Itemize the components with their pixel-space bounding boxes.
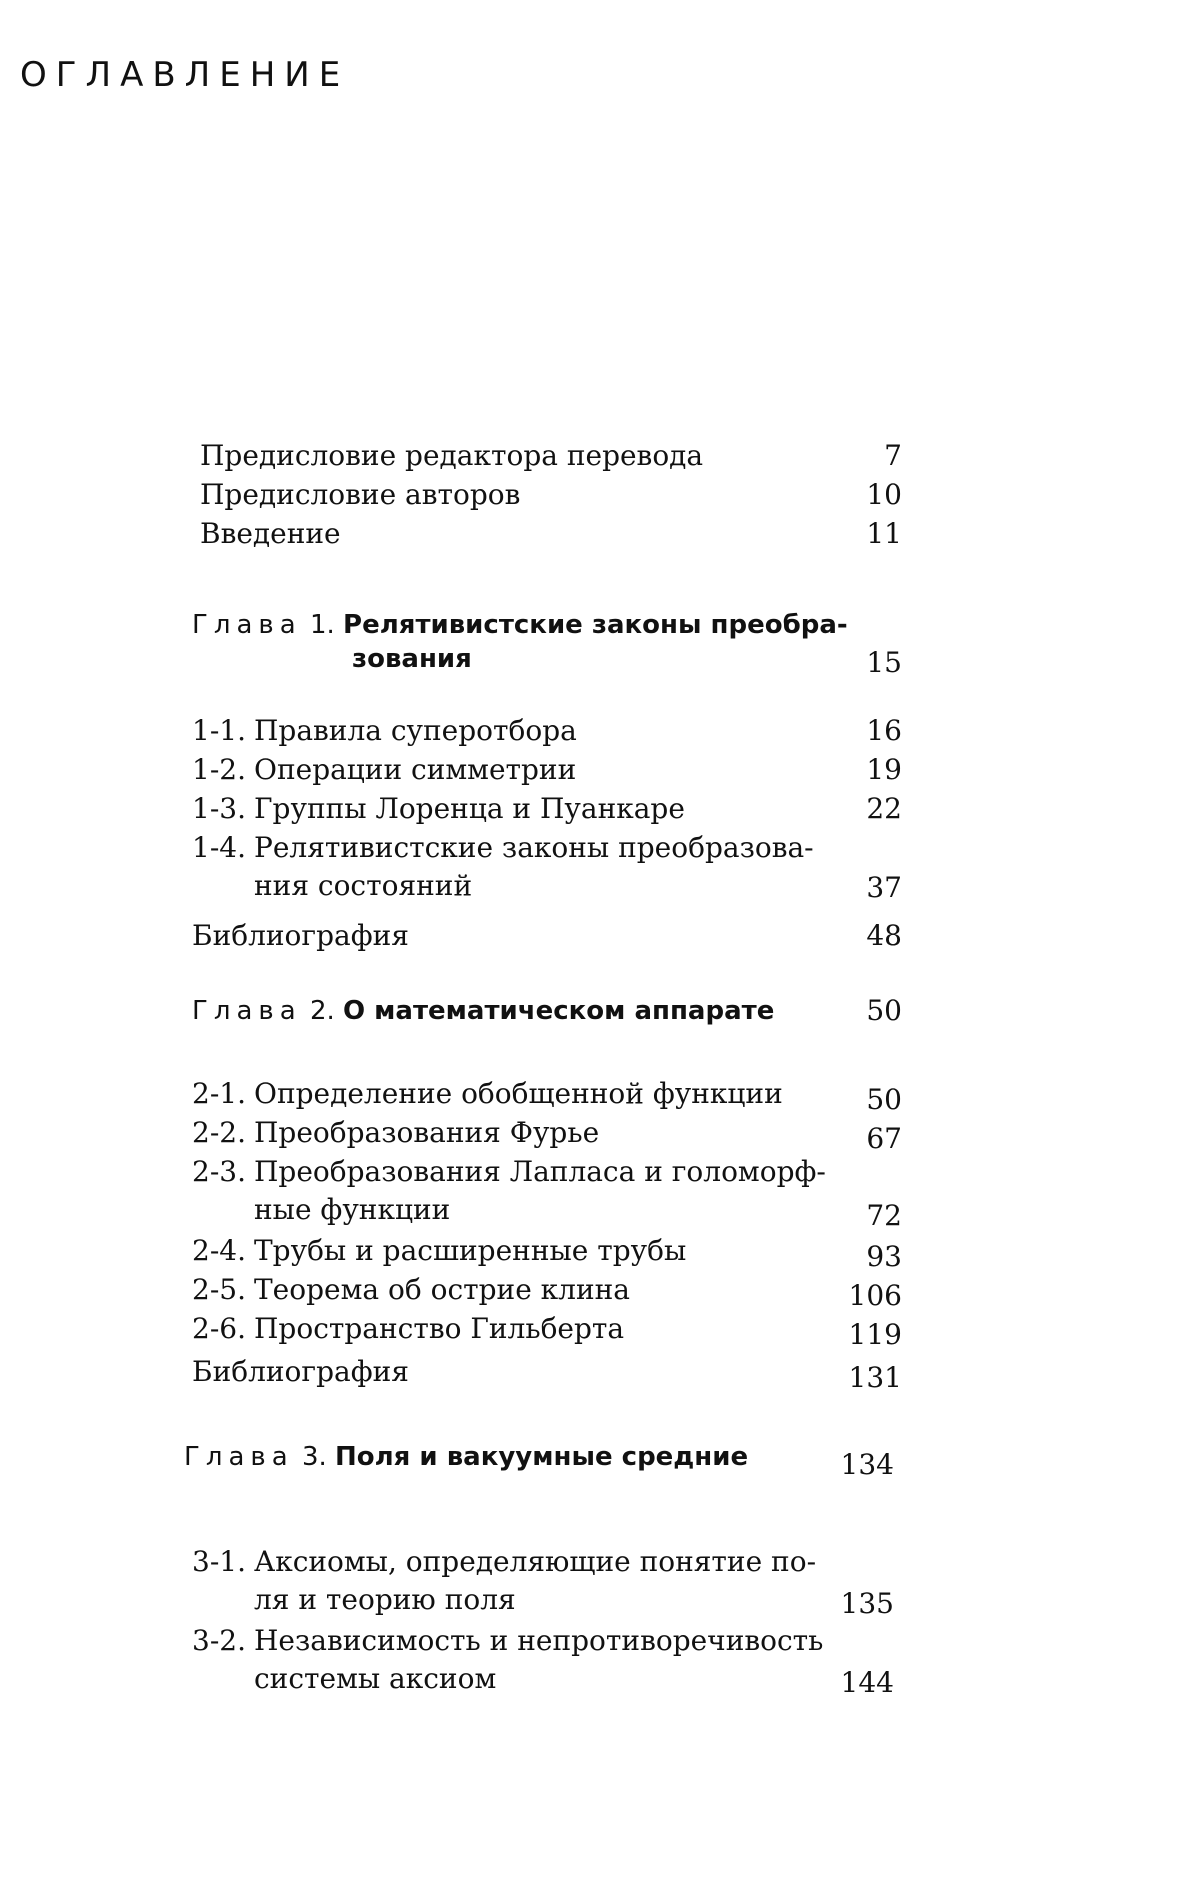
- section-title: Преобразования Лапласа и голоморф-: [254, 1155, 826, 1188]
- section-number: 3-2.: [192, 1624, 246, 1657]
- entry-page: 7: [884, 439, 902, 472]
- section-title: Операции симметрии: [254, 753, 577, 786]
- chapter-number: 3.: [301, 1442, 327, 1472]
- chapter-page: 50: [866, 994, 902, 1027]
- section-title: Группы Лоренца и Пуанкаре: [254, 792, 685, 825]
- chapter-number: 1.: [309, 610, 335, 640]
- chapter-title: [192, 606, 848, 644]
- chapter-word: Глава: [184, 1442, 294, 1472]
- chapter-name: Поля и вакуумные средние: [335, 1442, 749, 1472]
- section-title: Правила суперотбора: [254, 714, 577, 747]
- chapter-page: 134: [840, 1448, 894, 1481]
- section-title-continuation: ные функции: [254, 1193, 451, 1226]
- entry-title: Библиография: [192, 919, 409, 952]
- chapter-title: [192, 992, 774, 1030]
- section-number: 2-5.: [192, 1273, 246, 1306]
- section-number: 2-6.: [192, 1312, 246, 1345]
- section-title: Определение обобщенной функции: [254, 1077, 783, 1110]
- section-title: Аксиомы, определяющие понятие по-: [254, 1545, 817, 1578]
- entry-page: 131: [848, 1361, 902, 1394]
- section-title: Преобразования Фурье: [254, 1116, 600, 1149]
- chapter-page: 15: [866, 646, 902, 679]
- section-page: 135: [840, 1587, 894, 1620]
- section-title: Пространство Гильберта: [254, 1312, 625, 1345]
- section-title-continuation: системы аксиом: [254, 1662, 497, 1695]
- section-title: Трубы и расширенные трубы: [254, 1234, 687, 1267]
- section-title-continuation: ния состояний: [254, 869, 473, 902]
- chapter-title-continuation: зования: [352, 644, 472, 674]
- section-title-continuation: ля и теорию поля: [254, 1583, 516, 1616]
- section-page: 93: [866, 1240, 902, 1273]
- entry-page: 11: [866, 517, 902, 550]
- chapter-word: Глава: [192, 996, 302, 1026]
- entry-title: Введение: [200, 517, 341, 550]
- chapter-word: Глава: [192, 610, 302, 640]
- entry-page: 48: [866, 919, 902, 952]
- section-title: Релятивистские законы преобразова-: [254, 831, 814, 864]
- section-title: Независимость и непротиворечивость: [254, 1624, 824, 1657]
- section-number: 1-4.: [192, 831, 246, 864]
- entry-title: Предисловие редактора перевода: [200, 439, 704, 472]
- chapter-title: [184, 1438, 748, 1476]
- section-page: 119: [848, 1318, 902, 1351]
- section-number: 3-1.: [192, 1545, 246, 1578]
- section-page: 50: [866, 1083, 902, 1116]
- page-heading: ОГЛАВЛЕНИЕ: [20, 55, 350, 95]
- section-page: 144: [840, 1666, 894, 1699]
- entry-title: Библиография: [192, 1355, 409, 1388]
- section-page: 37: [866, 871, 902, 904]
- section-number: 1-3.: [192, 792, 246, 825]
- entry-title: Предисловие авторов: [200, 478, 521, 511]
- section-number: 2-4.: [192, 1234, 246, 1267]
- section-page: 72: [866, 1199, 902, 1232]
- section-number: 1-1.: [192, 714, 246, 747]
- section-page: 67: [866, 1122, 902, 1155]
- chapter-number: 2.: [309, 996, 335, 1026]
- section-page: 106: [848, 1279, 902, 1312]
- section-page: 16: [866, 714, 902, 747]
- section-page: 22: [866, 792, 902, 825]
- section-number: 2-2.: [192, 1116, 246, 1149]
- section-page: 19: [866, 753, 902, 786]
- section-number: 1-2.: [192, 753, 246, 786]
- entry-page: 10: [866, 478, 902, 511]
- chapter-name: Релятивистские законы преобра-: [343, 610, 848, 640]
- section-number: 2-1.: [192, 1077, 246, 1110]
- section-number: 2-3.: [192, 1155, 246, 1188]
- chapter-name: О математическом аппарате: [343, 996, 775, 1026]
- section-title: Теорема об острие клина: [254, 1273, 630, 1306]
